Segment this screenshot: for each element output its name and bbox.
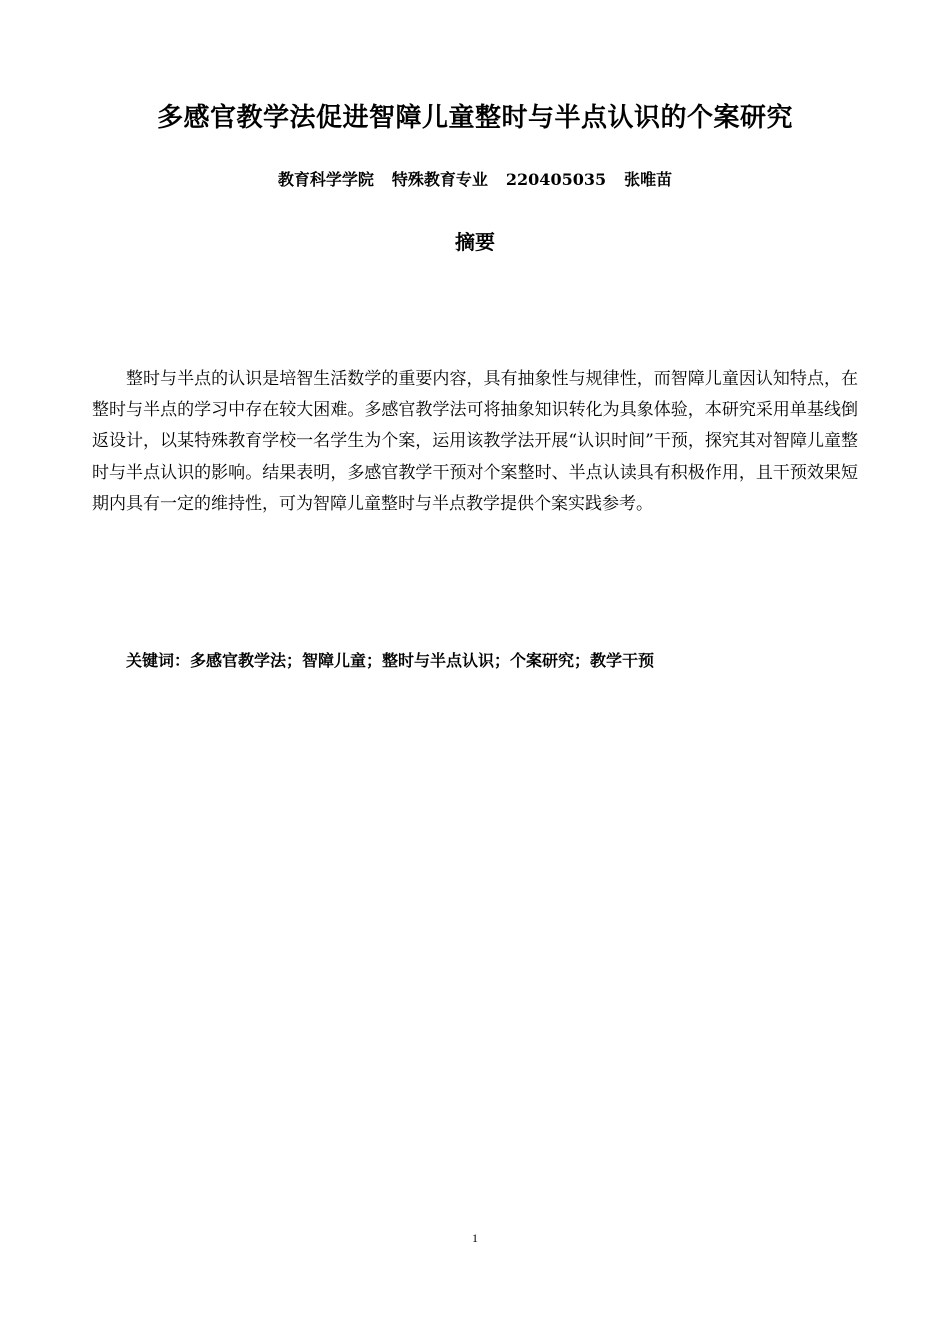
author-student-id: 220405035 [505,170,607,189]
author-college: 教育科学学院 [277,170,374,189]
abstract-heading: 摘要 [455,230,495,254]
paper-title: 多感官教学法促进智障儿童整时与半点认识的个案研究 [156,103,793,133]
author-name: 张唯苗 [624,170,673,189]
author-major: 特殊教育专业 [391,170,488,189]
abstract-body: 整时与半点的认识是培智生活数学的重要内容，具有抽象性与规律性，而智障儿童因认知特点，在整时与半点的学习中存在较大困难。多感官教学法可将抽象知识转化为具象体验，本研究采用单基线倒返设计，以某特殊教育学校一名学生为个案，运用该教学法开展“认识时间”干预，探究其对智障儿童整时与半点认识的影响。结果表明，多感官教学干预对个案整时、半点认读具有积极作用，且干预效果短期内具有一定的维持性，可为智障儿童整时与半点教学提供个案实践参考。 [92,369,858,514]
page-number: 1 [472,1231,478,1245]
keywords: 关键词：多感官教学法；智障儿童；整时与半点认识；个案研究；教学干预 [126,651,655,670]
author-info [0,168,950,192]
